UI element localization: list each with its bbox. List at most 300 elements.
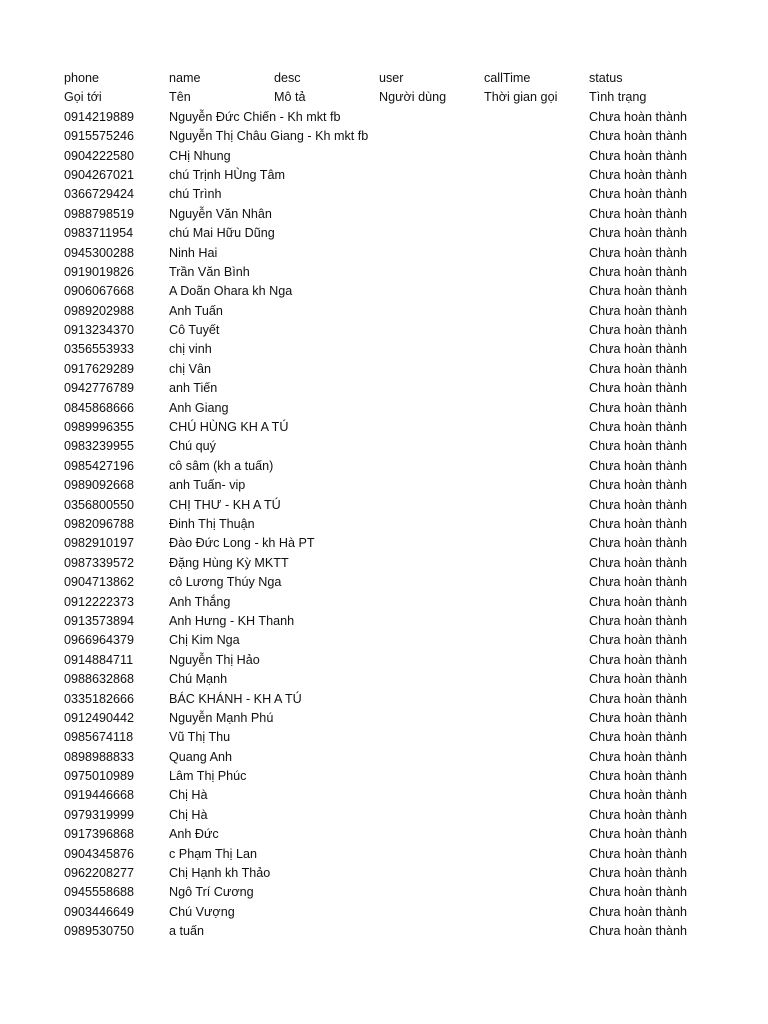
cell-calltime (484, 864, 589, 883)
cell-phone: 0919019826 (64, 264, 135, 279)
cell-user (379, 631, 484, 650)
cell-user (379, 825, 484, 844)
cell-calltime (484, 825, 589, 844)
cell-desc (274, 244, 379, 263)
cell-phone: 0988798519 (64, 206, 135, 221)
cell-status: Chưa hoàn thành (589, 866, 688, 881)
cell-desc (274, 418, 379, 437)
cell-status: Chưa hoàn thành (589, 109, 688, 124)
table-row (64, 108, 744, 127)
subheader-phone: Gọi tới (64, 90, 102, 105)
table-row (64, 185, 744, 204)
cell-desc (274, 612, 379, 631)
table-row (64, 360, 744, 379)
cell-calltime (484, 321, 589, 340)
table-row (64, 127, 744, 146)
cell-phone: 0906067668 (64, 284, 135, 299)
table-row (64, 399, 744, 418)
cell-status: Chưa hoàn thành (589, 303, 688, 318)
cell-user (379, 670, 484, 689)
cell-name: Chú quý (169, 439, 216, 454)
cell-phone: 0987339572 (64, 555, 135, 570)
cell-user (379, 690, 484, 709)
cell-calltime (484, 651, 589, 670)
cell-user (379, 709, 484, 728)
cell-phone: 0845868666 (64, 400, 135, 415)
cell-desc (274, 690, 379, 709)
cell-status: Chưa hoàn thành (589, 245, 688, 260)
cell-desc (274, 786, 379, 805)
cell-status: Chưa hoàn thành (589, 769, 688, 784)
table-row (64, 690, 744, 709)
cell-status: Chưa hoàn thành (589, 226, 688, 241)
subheader-name: Tên (169, 90, 191, 105)
cell-user (379, 748, 484, 767)
cell-phone: 0356553933 (64, 342, 135, 357)
cell-status: Chưa hoàn thành (589, 536, 688, 551)
subheader-status: Tình trạng (589, 90, 647, 105)
cell-phone: 0945558688 (64, 885, 135, 900)
cell-calltime (484, 728, 589, 747)
cell-name: Đặng Hùng Kỳ MKTT (169, 555, 289, 570)
cell-user (379, 728, 484, 747)
cell-status: Chưa hoàn thành (589, 439, 688, 454)
cell-status: Chưa hoàn thành (589, 342, 688, 357)
subheader-user: Người dùng (379, 90, 447, 105)
cell-desc (274, 845, 379, 864)
cell-calltime (484, 845, 589, 864)
cell-status: Chưa hoàn thành (589, 361, 688, 376)
cell-name: Anh Tuấn (169, 303, 223, 318)
table-row (64, 709, 744, 728)
cell-phone: 0904713862 (64, 575, 135, 590)
cell-status: Chưa hoàn thành (589, 206, 688, 221)
cell-calltime (484, 767, 589, 786)
cell-status: Chưa hoàn thành (589, 575, 688, 590)
cell-calltime (484, 515, 589, 534)
cell-user (379, 554, 484, 573)
cell-status: Chưa hoàn thành (589, 807, 688, 822)
cell-desc (274, 302, 379, 321)
cell-desc (274, 263, 379, 282)
cell-desc (274, 573, 379, 592)
cell-desc (274, 379, 379, 398)
cell-status: Chưa hoàn thành (589, 167, 688, 182)
cell-phone: 0904222580 (64, 148, 135, 163)
cell-phone: 0983711954 (64, 226, 134, 241)
cell-name: Ninh Hai (169, 245, 218, 260)
cell-status: Chưa hoàn thành (589, 924, 688, 939)
cell-phone: 0914219889 (64, 109, 135, 124)
cell-status: Chưa hoàn thành (589, 555, 688, 570)
cell-phone: 0919446668 (64, 788, 135, 803)
cell-phone: 0989092668 (64, 478, 135, 493)
cell-user (379, 379, 484, 398)
cell-name: Vũ Thị Thu (169, 730, 231, 745)
cell-status: Chưa hoàn thành (589, 458, 688, 473)
table-row (64, 147, 744, 166)
cell-user (379, 903, 484, 922)
cell-phone: 0988632868 (64, 672, 135, 687)
cell-name: Chị Hạnh kh Thảo (169, 866, 271, 881)
cell-name: cô sâm (kh a tuấn) (169, 458, 274, 473)
table-row (64, 437, 744, 456)
cell-desc (274, 806, 379, 825)
cell-user (379, 612, 484, 631)
cell-phone: 0912490442 (64, 710, 135, 725)
cell-calltime (484, 379, 589, 398)
cell-name: BÁC KHÁNH - KH A TÚ (169, 691, 302, 706)
table-row (64, 786, 744, 805)
cell-desc (274, 108, 379, 127)
cell-status: Chưa hoàn thành (589, 846, 688, 861)
cell-user (379, 244, 484, 263)
cell-name: Đào Đức Long - kh Hà PT (169, 536, 315, 551)
cell-phone: 0904345876 (64, 846, 135, 861)
cell-name: chị vinh (169, 342, 212, 357)
cell-desc (274, 476, 379, 495)
cell-phone: 0989996355 (64, 420, 135, 435)
cell-status: Chưa hoàn thành (589, 381, 688, 396)
table-row (64, 496, 744, 515)
cell-calltime (484, 185, 589, 204)
cell-desc (274, 166, 379, 185)
cell-calltime (484, 108, 589, 127)
cell-calltime (484, 399, 589, 418)
cell-user (379, 437, 484, 456)
cell-calltime (484, 282, 589, 301)
cell-calltime (484, 573, 589, 592)
cell-desc (274, 922, 379, 941)
table-row (64, 282, 744, 301)
header-user: user (379, 71, 404, 85)
cell-phone: 0904267021 (64, 167, 135, 182)
header-status: status (589, 71, 623, 85)
cell-name: CHị Nhung (169, 148, 231, 163)
cell-status: Chưa hoàn thành (589, 885, 688, 900)
table-row (64, 651, 744, 670)
cell-desc (274, 515, 379, 534)
cell-calltime (484, 418, 589, 437)
cell-user (379, 282, 484, 301)
cell-name: Chị Hà (169, 807, 208, 822)
header-row (64, 69, 744, 88)
table-row (64, 631, 744, 650)
cell-user (379, 321, 484, 340)
cell-status: Chưa hoàn thành (589, 516, 688, 531)
cell-status: Chưa hoàn thành (589, 187, 688, 202)
cell-user (379, 534, 484, 553)
cell-name: a tuấn (169, 924, 205, 939)
cell-calltime (484, 690, 589, 709)
table-row (64, 244, 744, 263)
cell-desc (274, 457, 379, 476)
cell-name: chú Mai Hữu Dũng (169, 226, 275, 241)
cell-phone: 0942776789 (64, 381, 135, 396)
cell-phone: 0903446649 (64, 904, 135, 919)
cell-calltime (484, 263, 589, 282)
cell-status: Chưa hoàn thành (589, 284, 688, 299)
cell-desc (274, 127, 379, 146)
cell-phone: 0915575246 (64, 129, 135, 144)
cell-user (379, 476, 484, 495)
table-row (64, 457, 744, 476)
cell-status: Chưa hoàn thành (589, 148, 688, 163)
cell-status: Chưa hoàn thành (589, 652, 688, 667)
cell-user (379, 922, 484, 941)
cell-user (379, 515, 484, 534)
cell-name: anh Tiến (169, 381, 218, 396)
cell-user (379, 263, 484, 282)
cell-user (379, 418, 484, 437)
cell-calltime (484, 244, 589, 263)
table-row (64, 922, 744, 941)
cell-phone: 0985427196 (64, 458, 135, 473)
cell-phone: 0989530750 (64, 924, 135, 939)
cell-desc (274, 185, 379, 204)
cell-status: Chưa hoàn thành (589, 904, 688, 919)
cell-user (379, 399, 484, 418)
cell-phone: 0917396868 (64, 827, 135, 842)
cell-calltime (484, 224, 589, 243)
cell-status: Chưa hoàn thành (589, 400, 688, 415)
table-row (64, 748, 744, 767)
cell-desc (274, 282, 379, 301)
cell-calltime (484, 360, 589, 379)
cell-user (379, 786, 484, 805)
cell-name: Nguyễn Văn Nhân (169, 206, 272, 221)
cell-phone: 0366729424 (64, 187, 135, 202)
cell-user (379, 845, 484, 864)
cell-phone: 0983239955 (64, 439, 135, 454)
cell-phone: 0914884711 (64, 652, 134, 667)
table-row (64, 670, 744, 689)
cell-desc (274, 748, 379, 767)
table-row (64, 321, 744, 340)
cell-user (379, 166, 484, 185)
cell-phone: 0975010989 (64, 769, 135, 784)
cell-status: Chưa hoàn thành (589, 633, 688, 648)
cell-name: Anh Hưng - KH Thanh (169, 613, 295, 628)
cell-user (379, 360, 484, 379)
table-body (64, 108, 744, 942)
cell-desc (274, 496, 379, 515)
table-row (64, 806, 744, 825)
table-row (64, 224, 744, 243)
cell-desc (274, 728, 379, 747)
cell-user (379, 302, 484, 321)
cell-name: c Phạm Thị Lan (169, 846, 257, 861)
cell-user (379, 767, 484, 786)
cell-desc (274, 554, 379, 573)
header-phone: phone (64, 71, 100, 85)
table-row (64, 534, 744, 553)
cell-desc (274, 147, 379, 166)
table-row (64, 883, 744, 902)
cell-name: Cô Tuyết (169, 323, 220, 338)
contact-table (64, 69, 744, 942)
cell-user (379, 205, 484, 224)
cell-status: Chưa hoàn thành (589, 497, 688, 512)
cell-desc (274, 340, 379, 359)
cell-name: Trần Văn Bình (169, 264, 250, 279)
table-row (64, 302, 744, 321)
table-row (64, 476, 744, 495)
cell-phone: 0356800550 (64, 497, 135, 512)
cell-name: chú Trịnh HÙng Tâm (169, 167, 285, 182)
cell-calltime (484, 147, 589, 166)
cell-desc (274, 767, 379, 786)
cell-status: Chưa hoàn thành (589, 788, 688, 803)
table-row (64, 864, 744, 883)
cell-name: Nguyễn Thị Hảo (169, 652, 260, 667)
cell-name: Chú Vượng (169, 904, 235, 919)
cell-desc (274, 321, 379, 340)
table-row (64, 340, 744, 359)
subheader-desc: Mô tả (274, 90, 306, 105)
cell-calltime (484, 593, 589, 612)
cell-status: Chưa hoàn thành (589, 323, 688, 338)
cell-user (379, 127, 484, 146)
table-row (64, 903, 744, 922)
table-row (64, 767, 744, 786)
cell-calltime (484, 127, 589, 146)
cell-user (379, 147, 484, 166)
cell-name: Chị Hà (169, 788, 208, 803)
cell-desc (274, 360, 379, 379)
cell-calltime (484, 670, 589, 689)
cell-name: Ngô Trí Cương (169, 885, 254, 900)
cell-calltime (484, 554, 589, 573)
table-row (64, 593, 744, 612)
header-desc: desc (274, 71, 301, 85)
table-row (64, 205, 744, 224)
cell-name: Anh Đức (169, 827, 219, 842)
cell-name: Chị Kim Nga (169, 633, 240, 648)
table-row (64, 418, 744, 437)
cell-phone: 0982096788 (64, 516, 135, 531)
cell-status: Chưa hoàn thành (589, 730, 688, 745)
cell-phone: 0913573894 (64, 613, 135, 628)
cell-phone: 0912222373 (64, 594, 135, 609)
cell-calltime (484, 748, 589, 767)
cell-user (379, 108, 484, 127)
cell-user (379, 651, 484, 670)
cell-desc (274, 631, 379, 650)
cell-calltime (484, 496, 589, 515)
cell-desc (274, 670, 379, 689)
cell-name: chú Trình (169, 187, 222, 202)
cell-status: Chưa hoàn thành (589, 478, 688, 493)
cell-desc (274, 593, 379, 612)
cell-calltime (484, 457, 589, 476)
cell-user (379, 593, 484, 612)
cell-name: anh Tuấn- vip (169, 478, 246, 493)
cell-user (379, 864, 484, 883)
table-row (64, 612, 744, 631)
cell-phone: 0335182666 (64, 691, 135, 706)
cell-name: Chú Mạnh (169, 672, 228, 687)
cell-phone: 0945300288 (64, 245, 135, 260)
cell-calltime (484, 786, 589, 805)
cell-calltime (484, 205, 589, 224)
subheader-row (64, 88, 744, 107)
table-row (64, 728, 744, 747)
cell-user (379, 496, 484, 515)
cell-name: Đinh Thị Thuận (169, 516, 255, 531)
cell-phone: 0985674118 (64, 730, 134, 745)
cell-name: Quang Anh (169, 749, 233, 764)
cell-user (379, 340, 484, 359)
cell-calltime (484, 437, 589, 456)
table-row (64, 263, 744, 282)
cell-calltime (484, 302, 589, 321)
table-row (64, 825, 744, 844)
header-calltime: callTime (484, 71, 531, 85)
table-row (64, 573, 744, 592)
cell-name: A Doãn Ohara kh Nga (169, 284, 293, 299)
cell-phone: 0982910197 (64, 536, 135, 551)
table-row (64, 515, 744, 534)
cell-user (379, 457, 484, 476)
cell-calltime (484, 534, 589, 553)
cell-status: Chưa hoàn thành (589, 264, 688, 279)
table-row (64, 554, 744, 573)
cell-status: Chưa hoàn thành (589, 827, 688, 842)
cell-desc (274, 534, 379, 553)
cell-name: CHÚ HÙNG KH A TÚ (169, 420, 289, 435)
table-row (64, 166, 744, 185)
cell-desc (274, 903, 379, 922)
cell-calltime (484, 709, 589, 728)
cell-status: Chưa hoàn thành (589, 594, 688, 609)
cell-status: Chưa hoàn thành (589, 129, 688, 144)
cell-phone: 0913234370 (64, 323, 135, 338)
table-row (64, 379, 744, 398)
cell-desc (274, 864, 379, 883)
cell-status: Chưa hoàn thành (589, 613, 688, 628)
cell-desc (274, 399, 379, 418)
cell-name: cô Lương Thúy Nga (169, 575, 282, 590)
cell-name: chị Vân (169, 361, 212, 376)
cell-name: Nguyễn Đức Chiến - Kh mkt fb (169, 109, 341, 124)
cell-phone: 0962208277 (64, 866, 135, 881)
cell-desc (274, 205, 379, 224)
cell-calltime (484, 476, 589, 495)
cell-user (379, 224, 484, 243)
cell-calltime (484, 612, 589, 631)
cell-name: Nguyễn Thị Châu Giang - Kh mkt fb (169, 129, 369, 144)
cell-status: Chưa hoàn thành (589, 420, 688, 435)
cell-user (379, 573, 484, 592)
cell-desc (274, 651, 379, 670)
cell-name: Anh Giang (169, 400, 229, 415)
cell-calltime (484, 631, 589, 650)
cell-phone: 0917629289 (64, 361, 135, 376)
cell-desc (274, 437, 379, 456)
subheader-calltime: Thời gian gọi (484, 90, 558, 105)
cell-phone: 0966964379 (64, 633, 135, 648)
cell-status: Chưa hoàn thành (589, 710, 688, 725)
cell-desc (274, 825, 379, 844)
cell-calltime (484, 903, 589, 922)
cell-name: Lâm Thị Phúc (169, 769, 247, 784)
cell-desc (274, 709, 379, 728)
table-row (64, 845, 744, 864)
cell-name: CHỊ THƯ - KH A TÚ (169, 497, 281, 512)
cell-status: Chưa hoàn thành (589, 749, 688, 764)
cell-user (379, 806, 484, 825)
